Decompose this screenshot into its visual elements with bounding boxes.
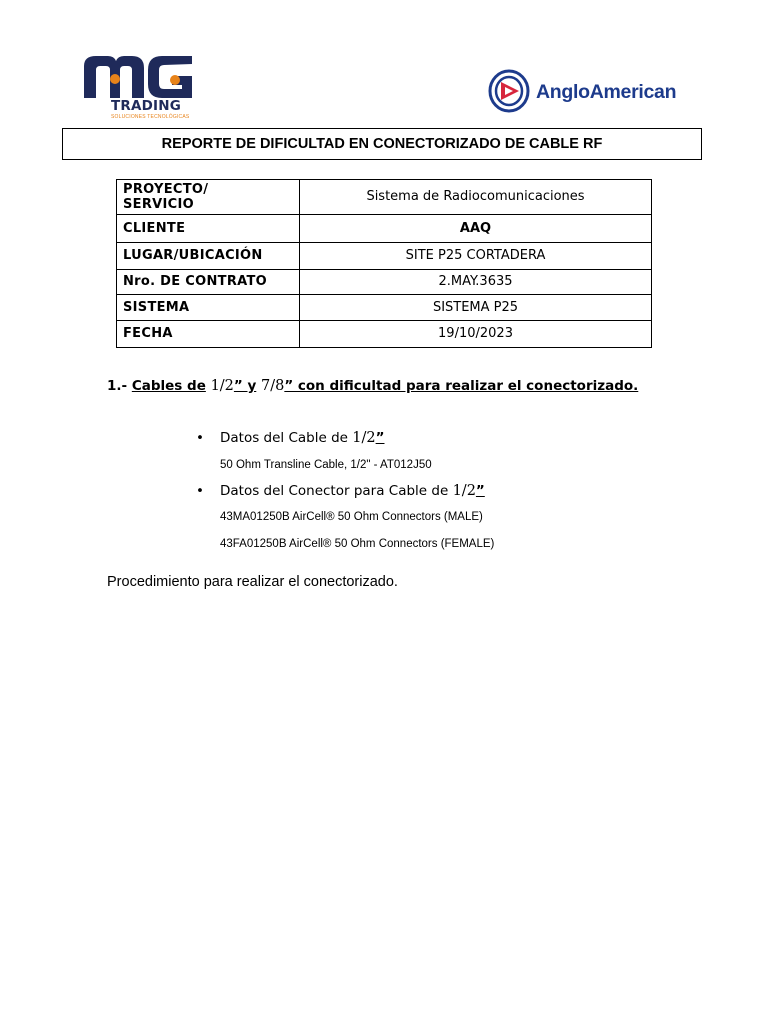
row-value-client: AAQ (300, 215, 652, 243)
anglo-american-wordmark: AngloAmerican (536, 81, 677, 103)
row-label-system: SISTEMA (117, 295, 300, 321)
report-title: REPORTE DE DIFICULTAD EN CONECTORIZADO DE CABLE RF (161, 136, 603, 152)
mg-trading-wordmark: TRADING (111, 98, 182, 114)
section-text-b: ” y (233, 378, 257, 394)
bullet-marker: • (196, 483, 204, 499)
bullet-text: Datos del Conector para Cable de (220, 483, 449, 499)
table-row (117, 295, 652, 321)
row-value-system: SISTEMA P25 (300, 295, 652, 321)
row-label-project: PROYECTO/ SERVICIO (117, 180, 300, 215)
table-row (117, 180, 652, 215)
section-text-a: Cables de (131, 378, 206, 394)
row-label-contract: Nro. DE CONTRATO (117, 270, 300, 295)
table-row (117, 321, 652, 348)
project-info-table (116, 179, 652, 348)
bullet-connector-data (196, 483, 485, 499)
row-value-location: SITE P25 CORTADERA (300, 243, 652, 270)
fraction-seven-eighths: 7/8 (260, 378, 285, 394)
bullet-cable-data (196, 430, 384, 446)
table-row (117, 243, 652, 270)
row-label-location: LUGAR/UBICACIÓN (117, 243, 300, 270)
row-value-contract: 2.MAY.3635 (300, 270, 652, 295)
report-title-box (62, 128, 702, 160)
row-label-date: FECHA (117, 321, 300, 348)
connector-detail-male: 43MA01250B AirCell® 50 Ohm Connectors (MALE) (220, 511, 483, 523)
bullet-text: Datos del Cable de (220, 430, 348, 446)
row-value-date: 19/10/2023 (300, 321, 652, 348)
section-number: 1.- (107, 378, 128, 394)
procedure-heading: Procedimiento para realizar el conectorizado. (107, 574, 398, 590)
row-label-client: CLIENTE (117, 215, 300, 243)
section-text-c: ” con dificultad para realizar el conectorizado. (284, 378, 639, 394)
inch-mark: ” (475, 483, 485, 499)
table-row (117, 215, 652, 243)
fraction-half: 1/2 (210, 378, 234, 394)
fraction-half: 1/2 (452, 483, 476, 499)
cable-detail: 50 Ohm Transline Cable, 1/2" - AT012J50 (220, 459, 432, 471)
section-1-heading (107, 378, 638, 394)
bullet-marker: • (196, 430, 204, 446)
fraction-half: 1/2 (352, 430, 376, 446)
connector-detail-female: 43FA01250B AirCell® 50 Ohm Connectors (FEMALE) (220, 538, 495, 550)
table-row (117, 270, 652, 295)
inch-mark: ” (375, 430, 385, 446)
row-value-project: Sistema de Radiocomunicaciones (300, 180, 652, 215)
mg-trading-tagline: SOLUCIONES TECNOLÓGICAS (111, 114, 190, 120)
